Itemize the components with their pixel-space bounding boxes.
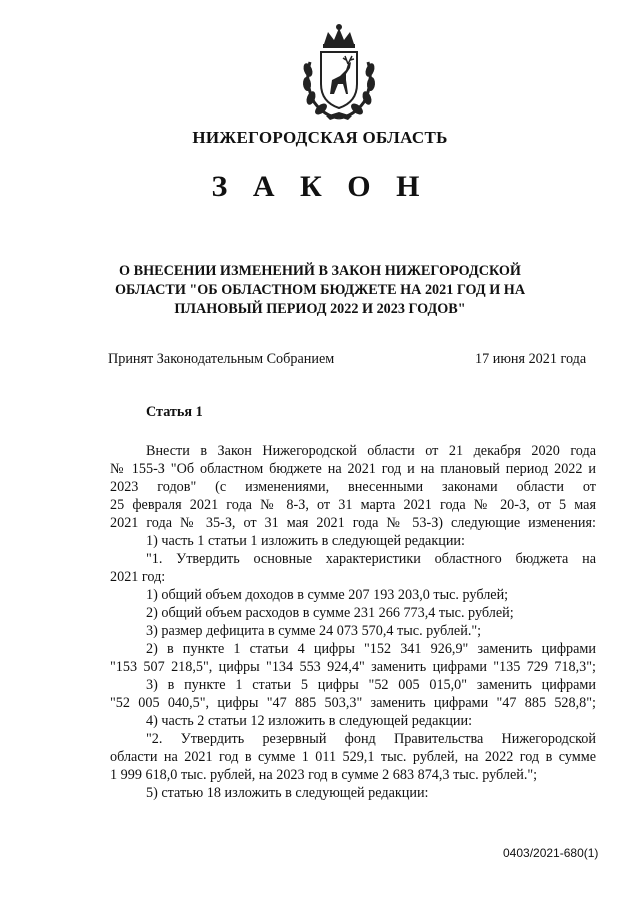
body-line: "2. Утвердить резервный фонд Правительства Нижегородской	[146, 731, 596, 747]
adopted-date: 17 июня 2021 года	[475, 351, 587, 367]
region-name: НИЖЕГОРОДСКАЯ ОБЛАСТЬ	[192, 128, 448, 147]
body-line: 3) в пункте 1 статьи 5 цифры "52 005 015,0" заменить цифрами	[146, 677, 596, 693]
body-line: 1) общий объем доходов в сумме 207 193 203,0 тыс. рублей;	[146, 587, 509, 603]
body-line: 1) часть 1 статьи 1 изложить в следующей редакции:	[146, 533, 465, 549]
law-title-line: ПЛАНОВЫЙ ПЕРИОД 2022 И 2023 ГОДОВ"	[174, 301, 466, 317]
coat-of-arms-icon	[296, 22, 382, 122]
body-line: 2021 года № 35-З, от 31 мая 2021 года № 53-З) следующие изменения:	[110, 515, 596, 531]
body-line: 2) в пункте 1 статьи 4 цифры "152 341 926,9" заменить цифрами	[146, 641, 596, 657]
body-line: "52 005 040,5", цифры "47 885 503,3" заменить цифрами "47 885 528,8";	[110, 695, 596, 711]
law-title-line: ОБЛАСТИ "ОБ ОБЛАСТНОМ БЮДЖЕТЕ НА 2021 ГОД И НА	[114, 282, 526, 298]
law-title-line: О ВНЕСЕНИИ ИЗМЕНЕНИЙ В ЗАКОН НИЖЕГОРОДСКОЙ	[119, 263, 521, 279]
adopted-by: Принят Законодательным Собранием	[108, 351, 335, 367]
body-line: 2021 год:	[110, 569, 166, 585]
body-line: области на 2021 год в сумме 1 011 529,1 тыс. рублей, на 2022 год в сумме	[110, 749, 596, 765]
body-line: 25 февраля 2021 года № 8-З, от 31 марта 2021 года № 20-З, от 5 мая	[110, 497, 596, 513]
body-line: "1. Утвердить основные характеристики областного бюджета на	[146, 551, 596, 567]
body-line: 2) общий объем расходов в сумме 231 266 773,4 тыс. рублей;	[146, 605, 514, 621]
body-line: 4) часть 2 статьи 12 изложить в следующей редакции:	[146, 713, 473, 729]
body-line: № 155-З "Об областном бюджете на 2021 год и на плановый период 2022 и	[110, 461, 596, 477]
body-line: Внести в Закон Нижегородской области от 21 декабря 2020 года	[146, 443, 596, 459]
body-line: 2023 годов" (с изменениями, внесенными законами области от	[110, 479, 596, 495]
body-line: "153 507 218,5", цифры "134 553 924,4" заменить цифрами "135 729 718,3";	[110, 659, 596, 675]
body-line: 3) размер дефицита в сумме 24 073 570,4 тыс. рублей.";	[146, 623, 482, 639]
body-line: 5) статью 18 изложить в следующей редакции:	[146, 785, 429, 801]
document-type: З А К О Н	[211, 170, 429, 203]
law-title	[110, 262, 530, 319]
document-number: 0403/2021-680(1)	[503, 846, 599, 860]
body-line: 1 999 618,0 тыс. рублей, на 2023 год в сумме 2 683 874,3 тыс. рублей.";	[110, 767, 538, 783]
article-heading: Статья 1	[146, 404, 203, 420]
